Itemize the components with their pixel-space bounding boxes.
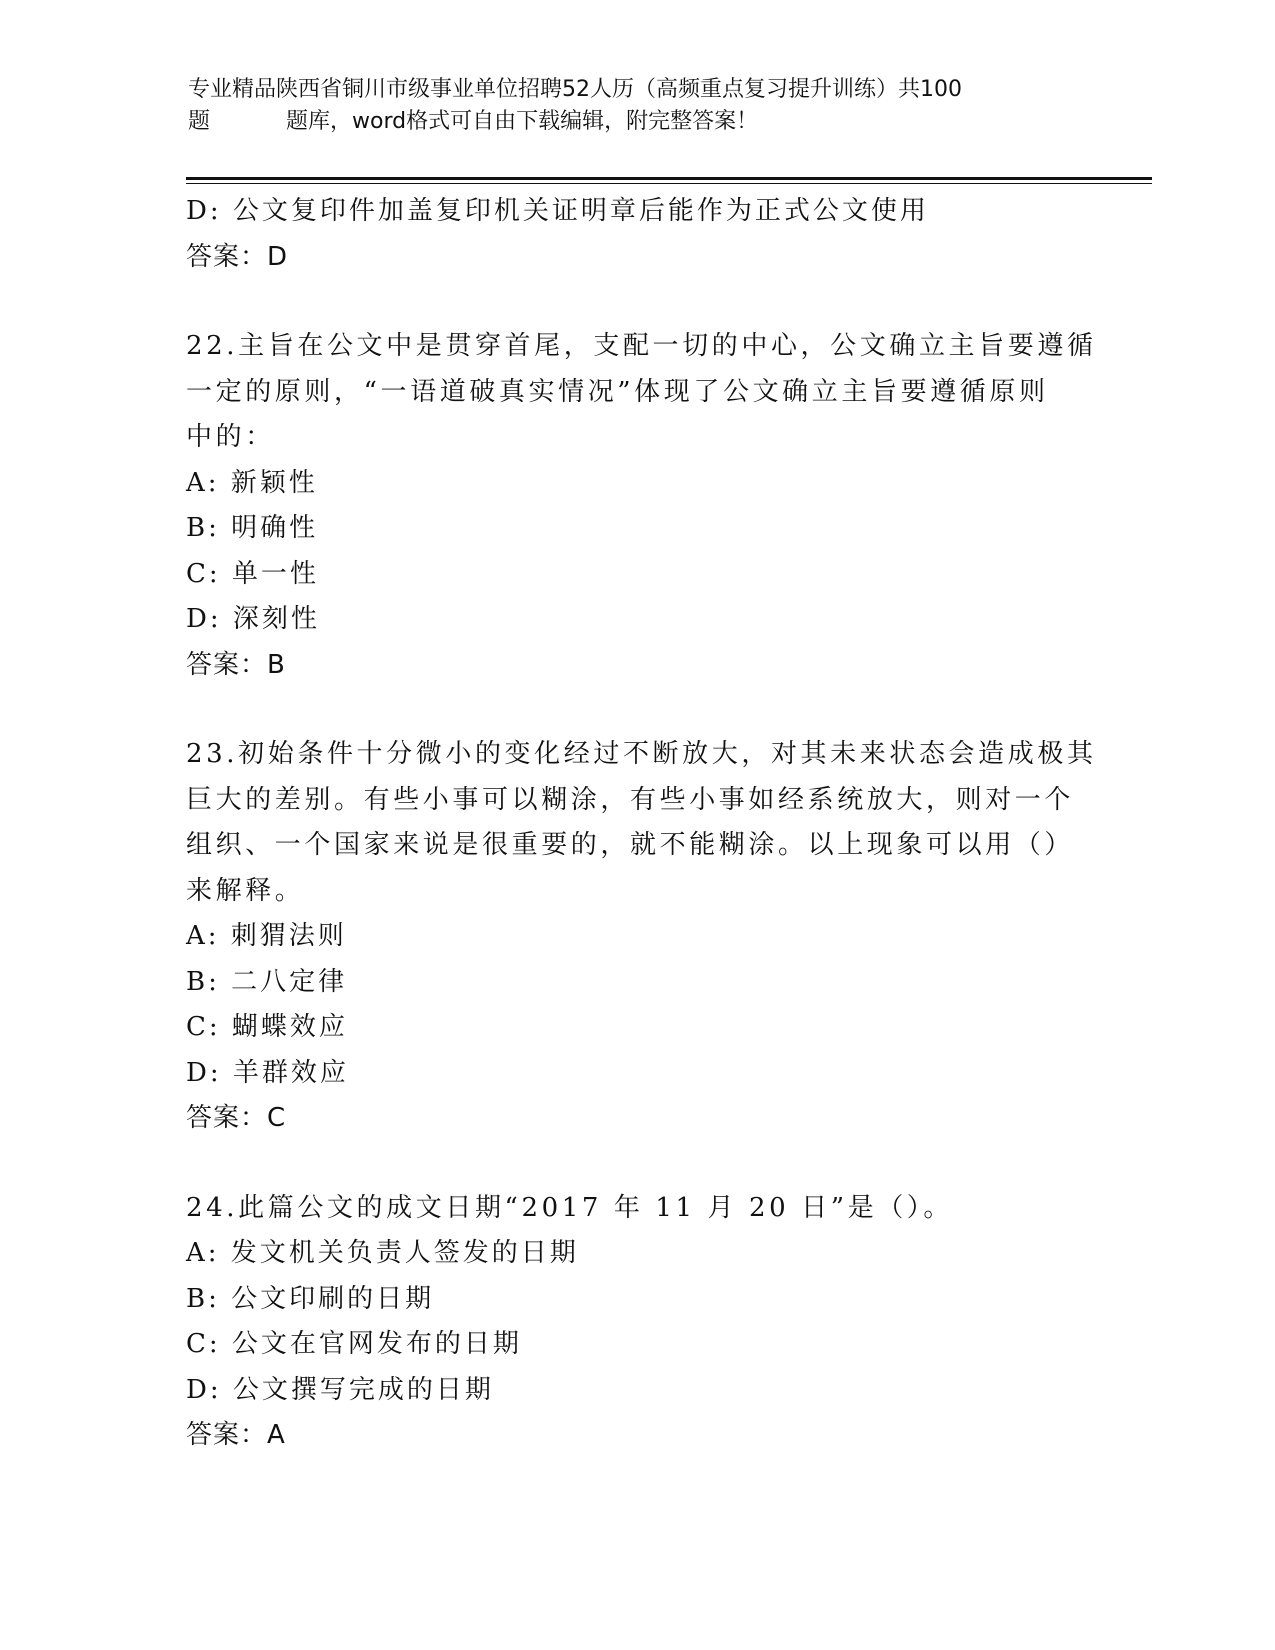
question-24: [186, 1186, 1086, 1459]
header-title-line2: [188, 106, 1088, 138]
q23-stem-line2: 巨大的差别。有些小事可以糊涂，有些小事如经系统放大，则对一个: [186, 784, 1075, 815]
q23-answer: 答案：C: [186, 1103, 287, 1133]
q24-answer: 答案：A: [186, 1420, 286, 1450]
header-divider-thin: [186, 183, 1152, 184]
q23-option-c: C: 蝴蝶效应: [186, 1012, 348, 1042]
q22-option-c: C: 单一性: [186, 558, 319, 589]
q24-option-d: D: 公文撰写完成的日期: [186, 1374, 494, 1405]
question-23: [186, 732, 1097, 1142]
q23-stem-line4: 来解释。: [186, 875, 305, 906]
q24-option-c: C: 公文在官网发布的日期: [186, 1329, 522, 1359]
page-header: [188, 74, 1088, 138]
question-22: [186, 324, 1097, 688]
q23-stem: [186, 732, 1097, 914]
q23-option-a: A: 刺猬法则: [186, 921, 347, 951]
q22-option-b: B: 明确性: [186, 513, 319, 543]
q23-option-d: D: 羊群效应: [186, 1057, 349, 1088]
q22-option-d: D: 深刻性: [186, 604, 320, 634]
q22-stem-line2: 一定的原则，“一语道破真实情况”体现了公文确立主旨要遵循原则: [186, 376, 1049, 407]
q22-stem-line3: 中的：: [186, 422, 275, 452]
header-title-line1: 专业精品陕西省铜川市级事业单位招聘52人历（高频重点复习提升训练）共100: [188, 77, 962, 102]
q23-stem-line1: 23.初始条件十分微小的变化经过不断放大，对其未来状态会造成极其: [186, 739, 1097, 769]
q22-option-a: A: 新颖性: [186, 467, 318, 498]
q23-option-b: B: 二八定律: [186, 966, 348, 997]
header-divider-thick: [186, 177, 1152, 180]
q24-option-a: A: 发文机关负责人签发的日期: [186, 1238, 579, 1268]
q22-answer: 答案：B: [186, 649, 286, 680]
q23-stem-line3: 组织、一个国家来说是很重要的，就不能糊涂。以上现象可以用（）: [186, 830, 1075, 860]
q21-option-d: D: 公文复印件加盖复印机关证明章后能作为正式公文使用: [186, 196, 929, 226]
question-gap: [186, 1142, 1086, 1186]
q24-option-b: B: 公文印刷的日期: [186, 1283, 435, 1314]
question-gap: [186, 688, 1086, 732]
q21-answer: 答案：D: [186, 241, 289, 272]
q24-stem-line1: 24.此篇公文的成文日期“2017 年 11 月 20 日”是（）。: [186, 1192, 953, 1223]
q22-stem-line1: 22.主旨在公文中是贯穿首尾，支配一切的中心，公文确立主旨要遵循: [186, 331, 1097, 361]
header-title-line2-lead: 题: [188, 109, 211, 134]
question-content: [186, 189, 1097, 1459]
q24-stem: [186, 1186, 1086, 1232]
header-title-line2-rest: 题库，word格式可自由下载编辑，附完整答案！: [286, 109, 759, 134]
question-21: [186, 189, 1086, 280]
q22-stem: [186, 324, 1097, 461]
question-gap: [186, 280, 1086, 324]
